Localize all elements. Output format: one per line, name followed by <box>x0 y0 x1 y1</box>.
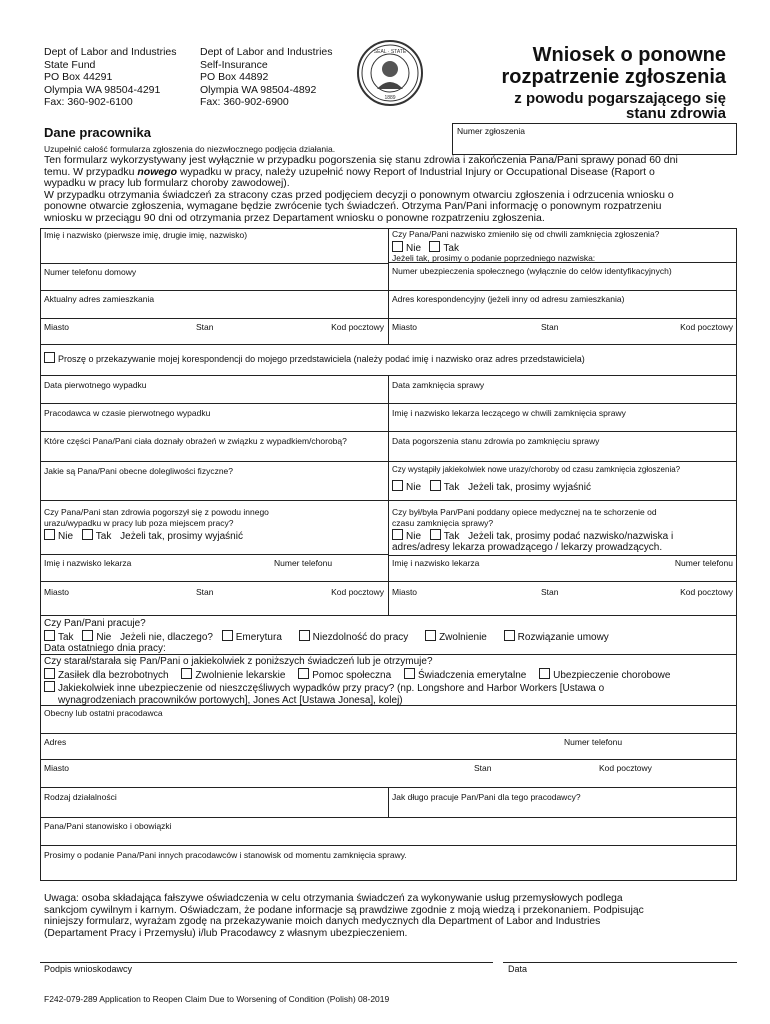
row-line <box>388 555 737 556</box>
row-line <box>40 615 737 616</box>
new-injuries-no-checkbox[interactable] <box>392 480 403 491</box>
other-employers-field[interactable]: Prosimy o podanie Pana/Pani innych pracodawców i stanowisk od momentu zamknięcia sprawy. <box>44 850 407 860</box>
symptoms-field[interactable]: Jakie są Pana/Pani obecne dolegliwości fizyczne? <box>44 466 234 476</box>
doctor-zip-field[interactable]: Kod pocztowy <box>331 587 384 597</box>
released-checkbox[interactable] <box>425 630 436 641</box>
option-label: Rozwiązanie umowy <box>517 631 609 643</box>
option-label: Nie <box>406 243 422 254</box>
worsening-date-field[interactable]: Data pogorszenia stanu zdrowia po zamknięciu sprawy <box>392 436 600 446</box>
worsened-options <box>44 529 384 543</box>
state-field[interactable]: Stan <box>196 322 214 332</box>
doctor-phone-field[interactable]: Numer telefonu <box>274 558 333 568</box>
form-subtitle <box>514 91 726 121</box>
option-label: Zwolnienie lekarskie <box>195 669 286 681</box>
warning-text <box>44 893 734 939</box>
address-line: Dept of Labor and Industries <box>44 46 177 58</box>
option-label: Emerytura <box>235 631 282 643</box>
if-not-why-label: Jeżeli nie, dlaczego? <box>120 631 213 643</box>
employer-zip-field[interactable]: Kod pocztowy <box>599 763 652 773</box>
question-line: adres/adresy lekarza prowadzącego / lekarzy prowadzących. <box>392 541 663 553</box>
row-line <box>40 263 388 264</box>
treated-no-checkbox[interactable] <box>392 529 403 540</box>
subtitle-line: stanu zdrowia <box>625 105 726 122</box>
address-line: Dept of Labor and Industries <box>200 46 333 58</box>
svg-text:SEAL · STATE: SEAL · STATE <box>373 49 407 55</box>
question-line: Czy Pana/Pani stan zdrowia pogorszył się z powodu innego <box>44 507 269 517</box>
employment-length-field[interactable]: Jak długo pracuje Pan/Pani dla tego pracodawcy? <box>392 792 581 802</box>
question-line: urazu/wypadku w pracy lub poza miejscem pracy? <box>44 517 234 528</box>
unable-checkbox[interactable] <box>299 630 310 641</box>
warning-line: Uwaga: osoba składająca fałszywe oświadczenia w celu otrzymania świadczeń za wykonywanie usług przemysłowych podlega <box>44 893 623 904</box>
title-line: rozpatrzenie zgłoszenia <box>501 66 726 88</box>
new-injuries-options <box>388 479 737 495</box>
state-fund-address <box>44 46 177 109</box>
doctor2-city-field[interactable]: Miasto <box>392 587 418 597</box>
other-insurance-option <box>44 681 733 695</box>
signature-label: Podpis wnioskodawcy <box>44 964 133 974</box>
washington-seal-icon <box>357 40 423 106</box>
new-injuries-yes-checkbox[interactable] <box>430 480 441 491</box>
option-label: Nie <box>406 531 422 542</box>
employer-phone-field[interactable]: Numer telefonu <box>564 737 623 747</box>
row-line <box>40 431 737 432</box>
address-line: State Fund <box>44 58 96 71</box>
other-insurance-label-2: wynagrodzeniach pracowników portowych], Jones Act [Ustawa Jonesa], kolej) <box>58 694 403 706</box>
self-insurance-address <box>200 46 333 109</box>
option-label: Ubezpieczenie chorobowe <box>553 669 671 681</box>
name-changed-yes-checkbox[interactable] <box>429 241 440 252</box>
doctor-name-field[interactable]: Imię i nazwisko lekarza <box>44 558 132 568</box>
pension-checkbox[interactable] <box>404 668 415 679</box>
working-no-checkbox[interactable] <box>82 630 93 641</box>
name-changed-no-checkbox[interactable] <box>392 241 403 252</box>
address-line: PO Box 44892 <box>200 71 269 83</box>
address-line: Fax: 360-902-6900 <box>200 96 289 108</box>
injury-date-field[interactable]: Data pierwotnego wypadku <box>44 380 147 390</box>
city-field[interactable]: Miasto <box>44 322 70 332</box>
closure-doctor-field[interactable]: Imię i nazwisko lekarza leczącego w chwili zamknięcia sprawy <box>392 408 626 418</box>
row-line <box>40 500 737 501</box>
option-label: Zasiłek dla bezrobotnych <box>58 669 169 681</box>
option-label: Nie <box>96 631 112 643</box>
row-line <box>40 817 737 818</box>
employer-state-field[interactable]: Stan <box>474 763 492 773</box>
address-line: PO Box 44291 <box>44 71 113 83</box>
row-line <box>40 787 737 788</box>
option-label: Tak <box>58 631 74 643</box>
employer-address-field[interactable]: Adres <box>44 737 67 747</box>
section-title: Dane pracownika <box>44 125 151 140</box>
row-line <box>40 554 388 555</box>
original-employer-field[interactable]: Pracodawca w czasie pierwotnego wypadku <box>44 408 211 418</box>
benefits-block <box>40 655 737 707</box>
employer-city-field[interactable]: Miasto <box>44 763 70 773</box>
row-line <box>40 581 737 582</box>
other-insurance-label: Jakiekolwiek inne ubezpieczenie od nieszczęśliwych wypadków przy pracy? (np. Longshore and Harbor Workers [Ustawa o <box>58 683 605 694</box>
warning-line: (Departament Pracy i Przemysłu) i/lub Pracodawcy z własnym ubezpieczeniem. <box>44 927 408 939</box>
ssn-field[interactable]: Numer ubezpieczenia społecznego (wyłącznie do celów identyfikacyjnych) <box>392 266 672 276</box>
intro-fragment: wypadku w pracy, należy uzupełnić nowy Report of Industrial Injury or Occupational Disease (Raport o <box>177 165 655 178</box>
address-line: Fax: 360-902-6100 <box>44 96 133 108</box>
working-yes-checkbox[interactable] <box>44 630 55 641</box>
intro-line: ponowne otwarcie zgłoszenia, wymagane będzie zwrócenie tych świadczeń. Otrzyma Pan/Pani informację o ponownym rozpatrzeniu <box>44 200 662 212</box>
option-label: Zwolnienie <box>439 631 487 643</box>
row-line <box>40 733 737 734</box>
body-parts-field[interactable]: Które części Pana/Pani ciała doznały obrażeń w związku z wypadkiem/chorobą? <box>44 436 347 446</box>
intro-text <box>44 155 734 224</box>
option-label: Tak <box>443 243 459 254</box>
health-insurance-checkbox[interactable] <box>539 668 550 679</box>
representative-checkbox[interactable] <box>44 352 55 363</box>
option-label: Tak <box>443 482 460 493</box>
worker-name-field[interactable]: Imię i nazwisko (pierwsze imię, drugie imię, nazwisko) <box>44 230 248 240</box>
row-line <box>40 344 737 345</box>
form-footer: F242-079-289 Application to Reopen Claim Due to Worsening of Condition (Polish) 08-2019 <box>44 994 390 1004</box>
new-injuries-question: Czy wystąpiły jakiekolwiek nowe urazy/choroby od czasu zamknięcia zgłoszenia? <box>392 465 681 474</box>
intro-line: wniosku w przeciągu 90 dni od otrzymania przez Departament wniosku o ponowne rozpatrzeniu zgłoszenia. <box>44 211 545 224</box>
representative-option <box>40 351 737 366</box>
svg-text:1889: 1889 <box>384 95 396 101</box>
unemployment-checkbox[interactable] <box>44 668 55 679</box>
doctor2-state-field[interactable]: Stan <box>541 587 559 597</box>
doctor2-name-field[interactable]: Imię i nazwisko lekarza <box>392 558 480 568</box>
job-type-field[interactable]: Rodzaj działalności <box>44 792 117 802</box>
option-label: Pomoc społeczna <box>312 669 392 681</box>
option-label: Świadczenia emerytalne <box>417 669 527 681</box>
retired-checkbox[interactable] <box>222 630 233 641</box>
explain-label: Jeżeli tak, prosimy wyjaśnić <box>120 531 243 542</box>
sick-leave-checkbox[interactable] <box>181 668 192 679</box>
subtitle-line: z powodu pogarszającego się <box>514 90 726 107</box>
closure-date-field[interactable]: Data zamknięcia sprawy <box>392 380 485 390</box>
explain-label: Jeżeli tak, prosimy wyjaśnić <box>468 482 591 493</box>
address-line: Olympia WA 98504-4892 <box>200 83 317 96</box>
mail-state-field[interactable]: Stan <box>541 322 559 332</box>
claim-number-label: Numer zgłoszenia <box>457 126 526 136</box>
address-line: Self-Insurance <box>200 58 268 71</box>
row-line <box>40 845 737 846</box>
date-label: Data <box>508 964 528 974</box>
benefits-options <box>44 668 733 682</box>
worsened-no-checkbox[interactable] <box>44 529 55 540</box>
warning-line: niniejszy formularz, wyrażam zgodę na przekazywanie moich danych medycznych dla Department of Labor and Industries <box>44 916 601 927</box>
row-line <box>40 375 737 376</box>
treated-options <box>392 529 733 543</box>
row-line <box>40 403 737 404</box>
working-options <box>44 630 733 644</box>
treated-question <box>388 506 737 554</box>
intro-line: wypadku w pracy lub formularz choroby zawodowej). <box>44 177 290 189</box>
intro-line: W przypadku otrzymania świadczeń za stracony czas przed podjęciem decyzji o ponownym otwarciu zgłoszenia i odrzucenia wniosku o <box>44 188 674 201</box>
mail-city-field[interactable]: Miasto <box>392 322 418 332</box>
intro-emphasis: nowego <box>137 165 178 178</box>
benefits-question: Czy starał/starała się Pan/Pani o jakiekolwiek z poniższych świadczeń lub je otrzymuje? <box>44 656 433 667</box>
title-line: Wniosek o ponowne <box>532 44 726 66</box>
representative-label: Proszę o przekazywanie mojej korespondencji do mojego przedstawiciela (należy podać imię i nazwisko oraz adres przedstawiciela) <box>58 354 585 364</box>
intro-line: Ten formularz wykorzystywany jest wyłącznie w przypadku pogorszenia się stanu zdrowia i zakończenia Pana/Pani sprawy ponad 60 dni <box>44 154 678 166</box>
question-line: Czy był/była Pan/Pani poddany opiece medycznej na te schorzenie od <box>392 507 657 517</box>
mailing-address-field[interactable]: Adres korespondencyjny (jeżeli inny od adresu zamieszkania) <box>392 294 625 304</box>
date-line[interactable] <box>503 962 737 963</box>
intro-fragment: temu. W przypadku <box>44 165 138 178</box>
option-label: Niezdolność do pracy <box>312 631 409 643</box>
doctor2-phone-field[interactable]: Numer telefonu <box>674 558 733 568</box>
option-label: Tak <box>95 531 112 542</box>
position-field[interactable]: Pana/Pani stanowisko i obowiązki <box>44 821 172 831</box>
other-insurance-checkbox[interactable] <box>44 681 55 692</box>
worsened-yes-checkbox[interactable] <box>82 529 93 540</box>
home-address-field[interactable]: Aktualny adres zamieszkania <box>44 294 155 304</box>
row-line <box>40 290 737 291</box>
warning-line: sankcjom cywilnym i karnym. Oświadczam, że podane informacje są prawdziwe zgodnie z moją wiedzą i przekonaniem. Podpisując <box>44 904 644 916</box>
previous-name-field[interactable]: Jeżeli tak, prosimy o podanie poprzedniego nazwiska: <box>392 253 596 263</box>
zip-field[interactable]: Kod pocztowy <box>331 322 384 332</box>
option-label: Tak <box>443 531 460 542</box>
home-phone-field[interactable]: Numer telefonu domowy <box>44 267 137 277</box>
claim-number-field[interactable] <box>452 123 737 155</box>
doctor2-zip-field[interactable]: Kod pocztowy <box>680 587 733 597</box>
question-line: czasu zamknięcia sprawy? <box>392 517 494 528</box>
treated-detail: Jeżeli tak, prosimy podać nazwisko/nazwiska i <box>468 531 674 542</box>
option-label: Nie <box>406 482 422 493</box>
row-line <box>40 318 737 319</box>
name-changed-question: Czy Pana/Pani nazwisko zmieniło się od chwili zamknięcia zgłoszenia? <box>392 229 660 239</box>
working-question: Czy Pan/Pani pracuje? <box>44 618 146 629</box>
treated-yes-checkbox[interactable] <box>430 529 441 540</box>
working-block <box>40 617 737 656</box>
last-day-field[interactable]: Data ostatniego dnia pracy: <box>44 643 166 654</box>
worsened-question <box>40 506 388 544</box>
instruction-text: Uzupełnić całość formularza zgłoszenia do niezwłocznego podjęcia działania. <box>44 144 336 154</box>
row-line <box>40 461 737 462</box>
form-title <box>502 44 727 88</box>
address-line: Olympia WA 98504-4291 <box>44 83 161 96</box>
doctor-state-field[interactable]: Stan <box>196 587 214 597</box>
current-employer-field[interactable]: Obecny lub ostatni pracodawca <box>44 708 163 718</box>
row-line <box>40 759 737 760</box>
option-label: Nie <box>58 531 74 542</box>
doctor-city-field[interactable]: Miasto <box>44 587 70 597</box>
contract-end-checkbox[interactable] <box>504 630 515 641</box>
mail-zip-field[interactable]: Kod pocztowy <box>680 322 733 332</box>
signature-line[interactable] <box>40 962 493 963</box>
social-aid-checkbox[interactable] <box>298 668 309 679</box>
